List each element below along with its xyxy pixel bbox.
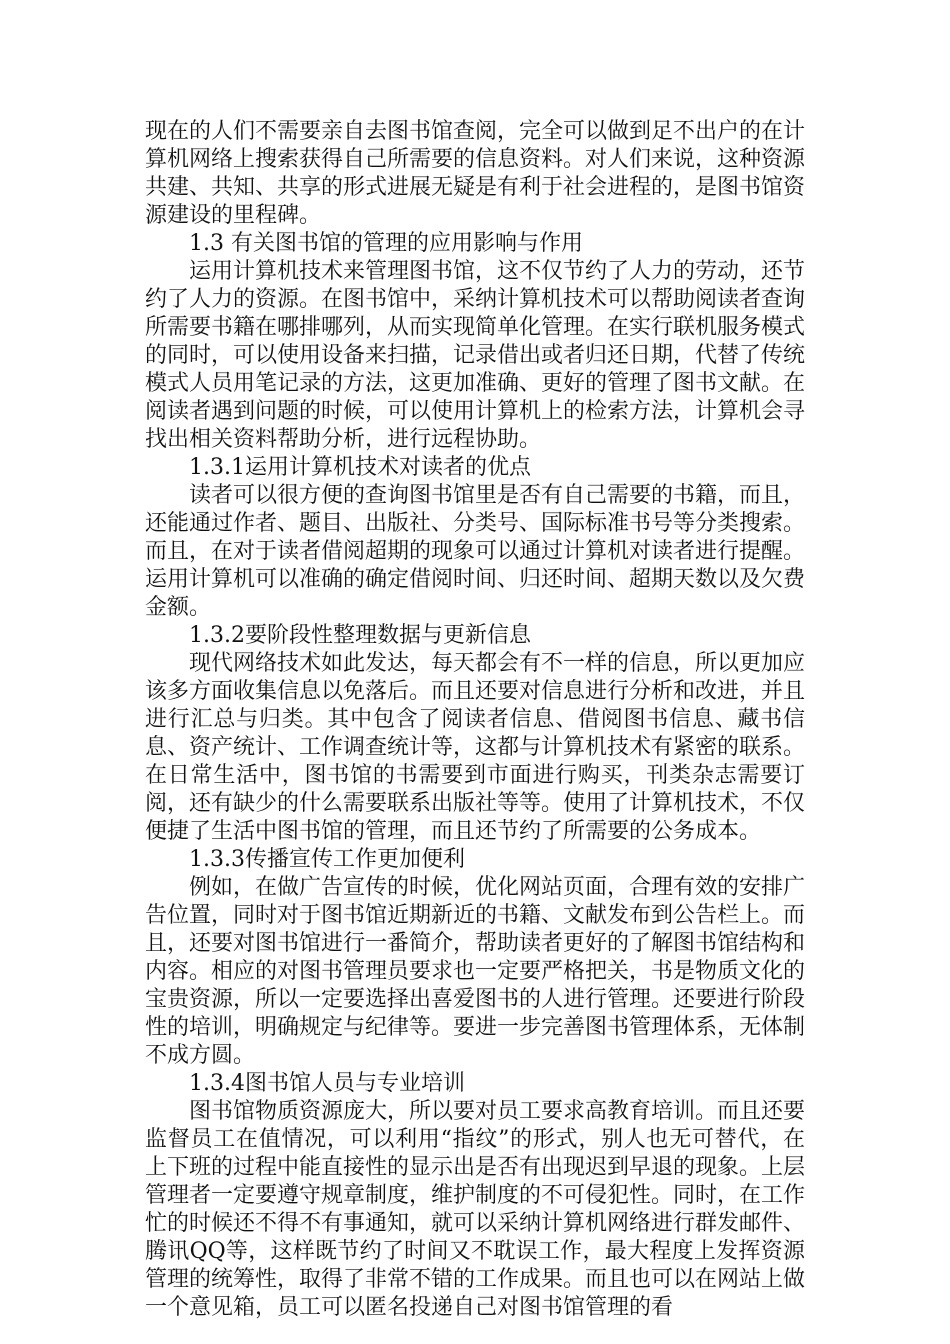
section-heading-1-3-4: 1.3.4图书馆人员与专业培训	[189, 1071, 465, 1096]
paragraph-1-3-4: 图书馆物质资源庞大，所以要对员工要求高教育培训。而且还要监督员工在值情况，可以利用“指纹”的形式，别人也无可替代，在上下班的过程中能直接性的显示出是否有出现迟到早退的现象。上层管理者一定要遵守规章制度，维护制度的不可侵犯性。同时，在工作忙的时候还不得不有事通知，就可以采纳计算机网络进行群发邮件、腾讯QQ等，这样既节约了时间又不耽误工作，最大程度上发挥资源管理的统筹性，取得了非常不错的工作成果。而且也可以在网站上做一个意见箱，员工可以匿名投递自己对图书馆管理的看	[145, 1099, 806, 1320]
section-heading-1-3-2: 1.3.2要阶段性整理数据与更新信息	[189, 623, 531, 648]
section-heading-1-3: 1.3 有关图书馆的管理的应用影响与作用	[189, 231, 583, 256]
paragraph-1-3: 运用计算机技术来管理图书馆，这不仅节约了人力的劳动，还节约了人力的资源。在图书馆中，采纳计算机技术可以帮助阅读者查询所需要书籍在哪排哪列，从而实现简单化管理。在实行联机服务模式的同时，可以使用设备来扫描，记录借出或者归还日期，代替了传统模式人员用笔记录的方法，这更加准确、更好的管理了图书文献。在阅读者遇到问题的时候，可以使用计算机上的检索方法，计算机会寻找出相关资料帮助分析，进行远程协助。	[145, 259, 806, 452]
section-heading-1-3-1: 1.3.1运用计算机技术对读者的优点	[189, 455, 531, 480]
paragraph-1-3-3: 例如，在做广告宣传的时候，优化网站页面，合理有效的安排广告位置，同时对于图书馆近期新近的书籍、文献发布到公告栏上。而且，还要对图书馆进行一番简介，帮助读者更好的了解图书馆结构和内容。相应的对图书管理员要求也一定要严格把关，书是物质文化的宝贵资源，所以一定要选择出喜爱图书的人进行管理。还要进行阶段性的培训，明确规定与纪律等。要进一步完善图书管理体系，无体制不成方圆。	[145, 875, 806, 1068]
paragraph-1-3-2: 现代网络技术如此发达，每天都会有不一样的信息，所以更加应该多方面收集信息以免落后。而且还要对信息进行分析和改进，并且进行汇总与归类。其中包含了阅读者信息、借阅图书信息、藏书信息、资产统计、工作调查统计等，这都与计算机技术有紧密的联系。在日常生活中，图书馆的书需要到市面进行购买，刊类杂志需要订阅，还有缺少的什么需要联系出版社等等。使用了计算机技术，不仅便捷了生活中图书馆的管理，而且还节约了所需要的公务成本。	[145, 651, 806, 844]
paragraph-intro: 现在的人们不需要亲自去图书馆查阅，完全可以做到足不出户的在计算机网络上搜索获得自己所需要的信息资料。对人们来说，这种资源共建、共知、共享的形式进展无疑是有利于社会进程的，是图书馆资源建设的里程碑。	[145, 119, 806, 228]
section-heading-1-3-3: 1.3.3传播宣传工作更加便利	[189, 847, 465, 872]
document-body	[145, 118, 805, 1322]
paragraph-1-3-1: 读者可以很方便的查询图书馆里是否有自己需要的书籍，而且，还能通过作者、题目、出版社、分类号、国际标准书号等分类搜索。而且，在对于读者借阅超期的现象可以通过计算机对读者进行提醒。运用计算机可以准确的确定借阅时间、归还时间、超期天数以及欠费金额。	[145, 483, 806, 620]
